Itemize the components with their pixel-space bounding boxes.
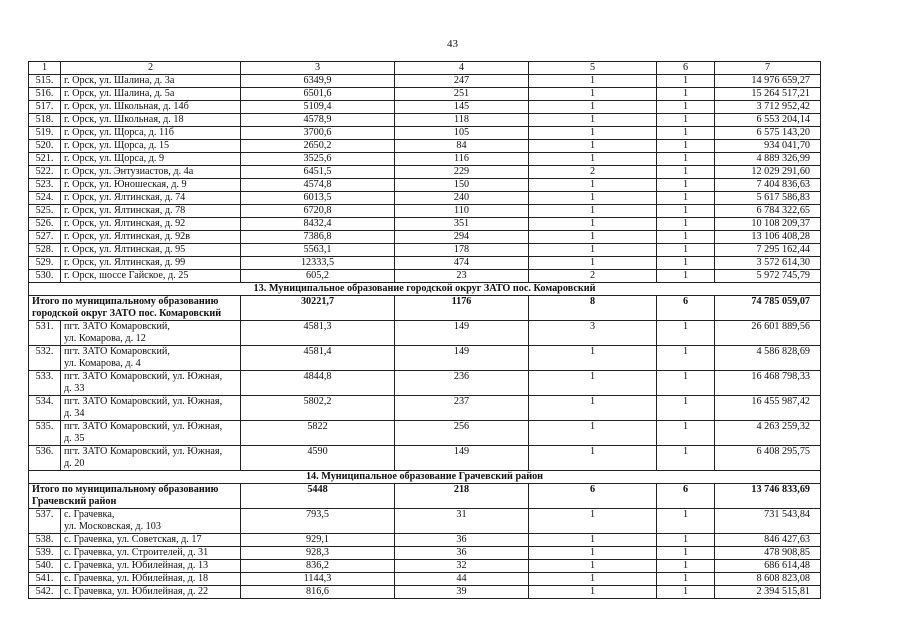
address-cell-line: г. Орск, ул. Школьная, д. 14б	[64, 101, 189, 112]
row-number: 531.	[29, 321, 61, 346]
amount-cell: 8 608 823,08	[715, 573, 821, 586]
count-cell: 1	[657, 205, 715, 218]
table-row	[29, 509, 821, 534]
address-cell-line: с. Грачевка,	[64, 509, 115, 520]
count-cell: 1	[657, 560, 715, 573]
table-row	[29, 560, 821, 573]
address-cell	[61, 509, 241, 534]
address-cell-line: г. Орск, ул. Щорса, д. 15	[64, 140, 170, 151]
total-amount: 74 785 059,07	[715, 296, 821, 321]
total-label-line: Итого по муниципальному образованию	[32, 484, 219, 495]
residents-cell: 178	[395, 244, 529, 257]
count-cell: 1	[529, 257, 657, 270]
count-cell: 1	[657, 509, 715, 534]
row-number: 526.	[29, 218, 61, 231]
count-cell: 1	[657, 371, 715, 396]
amount-cell: 6 408 295,75	[715, 446, 821, 471]
area-cell: 7386,8	[241, 231, 395, 244]
address-cell-line: г. Орск, ул. Ялтинская, д. 95	[64, 244, 186, 255]
address-cell	[61, 88, 241, 101]
row-number: 533.	[29, 371, 61, 396]
section-title: 13. Муниципальное образование городской округ ЗАТО пос. Комаровский	[29, 283, 821, 296]
address-cell-line: г. Орск, ул. Шалина, д. 3а	[64, 75, 175, 86]
table-row	[29, 244, 821, 257]
housing-table	[28, 61, 821, 599]
row-number: 524.	[29, 192, 61, 205]
address-cell-line: г. Орск, ул. Юношеская, д. 9	[64, 179, 187, 190]
residents-cell: 247	[395, 75, 529, 88]
area-cell: 605,2	[241, 270, 395, 283]
address-cell	[61, 75, 241, 88]
total-label-line: Грачевский район	[32, 496, 117, 507]
table-row	[29, 270, 821, 283]
area-cell: 5802,2	[241, 396, 395, 421]
amount-cell: 4 263 259,32	[715, 421, 821, 446]
address-cell	[61, 321, 241, 346]
table-row	[29, 396, 821, 421]
amount-cell: 3 572 614,30	[715, 257, 821, 270]
count-cell: 1	[657, 114, 715, 127]
count-cell: 3	[529, 321, 657, 346]
table-row	[29, 127, 821, 140]
address-cell	[61, 114, 241, 127]
amount-cell: 15 264 517,21	[715, 88, 821, 101]
total-residents: 218	[395, 484, 529, 509]
residents-cell: 237	[395, 396, 529, 421]
area-cell: 6349,9	[241, 75, 395, 88]
area-cell: 4574,8	[241, 179, 395, 192]
address-cell-line: с. Грачевка, ул. Строителей, д. 31	[64, 547, 209, 558]
table-row	[29, 421, 821, 446]
area-cell: 1144,3	[241, 573, 395, 586]
residents-cell: 36	[395, 547, 529, 560]
count-cell: 1	[529, 509, 657, 534]
header-cell: 3	[241, 62, 395, 75]
total-label-line: Итого по муниципальному образованию	[32, 296, 219, 307]
area-cell: 4578,9	[241, 114, 395, 127]
area-cell: 2650,2	[241, 140, 395, 153]
amount-cell: 3 712 952,42	[715, 101, 821, 114]
residents-cell: 149	[395, 321, 529, 346]
residents-cell: 145	[395, 101, 529, 114]
table-row	[29, 192, 821, 205]
address-cell	[61, 270, 241, 283]
count-cell: 1	[529, 179, 657, 192]
count-cell: 1	[657, 88, 715, 101]
count-cell: 1	[657, 140, 715, 153]
count-cell: 1	[657, 75, 715, 88]
area-cell: 4844,8	[241, 371, 395, 396]
address-cell	[61, 586, 241, 599]
amount-cell: 934 041,70	[715, 140, 821, 153]
address-cell	[61, 573, 241, 586]
total-label	[29, 484, 241, 509]
address-cell	[61, 396, 241, 421]
amount-cell: 846 427,63	[715, 534, 821, 547]
count-cell: 1	[657, 244, 715, 257]
address-cell-line: д. 33	[64, 383, 85, 394]
area-cell: 4581,3	[241, 321, 395, 346]
table-row	[29, 140, 821, 153]
residents-cell: 39	[395, 586, 529, 599]
count-cell: 1	[657, 396, 715, 421]
row-number: 535.	[29, 421, 61, 446]
row-number: 539.	[29, 547, 61, 560]
area-cell: 793,5	[241, 509, 395, 534]
count-cell: 1	[529, 371, 657, 396]
address-cell	[61, 192, 241, 205]
area-cell: 836,2	[241, 560, 395, 573]
amount-cell: 16 455 987,42	[715, 396, 821, 421]
table-row	[29, 371, 821, 396]
row-number: 517.	[29, 101, 61, 114]
address-cell-line: г. Орск, ул. Шалина, д. 5а	[64, 88, 175, 99]
row-number: 515.	[29, 75, 61, 88]
table-row	[29, 153, 821, 166]
address-cell	[61, 218, 241, 231]
address-cell	[61, 421, 241, 446]
address-cell-line: г. Орск, ул. Ялтинская, д. 74	[64, 192, 186, 203]
count-cell: 1	[529, 396, 657, 421]
row-number: 529.	[29, 257, 61, 270]
residents-cell: 474	[395, 257, 529, 270]
row-number: 534.	[29, 396, 61, 421]
address-cell-line: д. 34	[64, 408, 85, 419]
row-number: 540.	[29, 560, 61, 573]
address-cell	[61, 127, 241, 140]
residents-cell: 31	[395, 509, 529, 534]
amount-cell: 26 601 889,56	[715, 321, 821, 346]
amount-cell: 4 586 828,69	[715, 346, 821, 371]
table-row	[29, 321, 821, 346]
residents-cell: 256	[395, 421, 529, 446]
address-cell	[61, 166, 241, 179]
residents-cell: 150	[395, 179, 529, 192]
total-count: 6	[529, 484, 657, 509]
amount-cell: 12 029 291,60	[715, 166, 821, 179]
area-cell: 5109,4	[241, 101, 395, 114]
section-title: 14. Муниципальное образование Грачевский район	[29, 471, 821, 484]
count-cell: 1	[529, 75, 657, 88]
residents-cell: 118	[395, 114, 529, 127]
address-cell-line: с. Грачевка, ул. Юбилейная, д. 22	[64, 586, 209, 597]
count-cell: 1	[529, 218, 657, 231]
address-cell	[61, 257, 241, 270]
table-row	[29, 573, 821, 586]
area-cell: 8432,4	[241, 218, 395, 231]
header-row	[29, 62, 821, 75]
area-cell: 4590	[241, 446, 395, 471]
area-cell: 12333,5	[241, 257, 395, 270]
header-cell: 6	[657, 62, 715, 75]
address-cell-line: пгт. ЗАТО Комаровский, ул. Южная,	[64, 446, 223, 457]
address-cell	[61, 560, 241, 573]
area-cell: 5822	[241, 421, 395, 446]
table-row	[29, 231, 821, 244]
count-cell: 1	[657, 586, 715, 599]
residents-cell: 84	[395, 140, 529, 153]
address-cell-line: с. Грачевка, ул. Советская, д. 17	[64, 534, 202, 545]
row-number: 522.	[29, 166, 61, 179]
amount-cell: 5 972 745,79	[715, 270, 821, 283]
address-cell-line: д. 20	[64, 458, 85, 469]
area-cell: 4581,4	[241, 346, 395, 371]
total-row	[29, 484, 821, 509]
count-cell: 1	[657, 547, 715, 560]
address-cell-line: пгт. ЗАТО Комаровский, ул. Южная,	[64, 371, 223, 382]
residents-cell: 32	[395, 560, 529, 573]
area-cell: 816,6	[241, 586, 395, 599]
row-number: 530.	[29, 270, 61, 283]
total-area: 30221,7	[241, 296, 395, 321]
count-cell: 1	[657, 573, 715, 586]
section-title-row	[29, 471, 821, 484]
count-cell: 1	[657, 218, 715, 231]
count-cell: 1	[657, 166, 715, 179]
address-cell	[61, 534, 241, 547]
area-cell: 3700,6	[241, 127, 395, 140]
address-cell-line: пгт. ЗАТО Комаровский,	[64, 321, 170, 332]
header-cell: 4	[395, 62, 529, 75]
amount-cell: 14 976 659,27	[715, 75, 821, 88]
count-cell: 1	[657, 192, 715, 205]
address-cell-line: г. Орск, ул. Ялтинская, д. 92	[64, 218, 186, 229]
area-cell: 3525,6	[241, 153, 395, 166]
address-cell	[61, 205, 241, 218]
address-cell-line: ул. Московская, д. 103	[64, 521, 161, 532]
residents-cell: 240	[395, 192, 529, 205]
count-cell: 1	[529, 192, 657, 205]
row-number: 523.	[29, 179, 61, 192]
amount-cell: 6 553 204,14	[715, 114, 821, 127]
amount-cell: 6 575 143,20	[715, 127, 821, 140]
row-number: 518.	[29, 114, 61, 127]
row-number: 525.	[29, 205, 61, 218]
count-cell: 1	[529, 231, 657, 244]
row-number: 516.	[29, 88, 61, 101]
count-cell: 1	[529, 560, 657, 573]
residents-cell: 251	[395, 88, 529, 101]
address-cell	[61, 101, 241, 114]
header-cell: 2	[61, 62, 241, 75]
residents-cell: 294	[395, 231, 529, 244]
table-row	[29, 205, 821, 218]
address-cell-line: ул. Комарова, д. 4	[64, 358, 141, 369]
address-cell	[61, 140, 241, 153]
area-cell: 6720,8	[241, 205, 395, 218]
count-cell: 1	[657, 127, 715, 140]
header-cell: 5	[529, 62, 657, 75]
table-body	[29, 62, 821, 599]
amount-cell: 4 889 326,99	[715, 153, 821, 166]
row-number: 542.	[29, 586, 61, 599]
address-cell-line: пгт. ЗАТО Комаровский,	[64, 346, 170, 357]
total-amount: 13 746 833,69	[715, 484, 821, 509]
total-label-line: городской округ ЗАТО пос. Комаровский	[32, 308, 222, 319]
table-row	[29, 166, 821, 179]
amount-cell: 6 784 322,65	[715, 205, 821, 218]
address-cell	[61, 244, 241, 257]
count-cell: 2	[529, 270, 657, 283]
count-cell: 1	[657, 257, 715, 270]
address-cell	[61, 446, 241, 471]
address-cell-line: г. Орск, ул. Школьная, д. 18	[64, 114, 184, 125]
address-cell-line: г. Орск, шоссе Гайское, д. 25	[64, 270, 189, 281]
count-cell: 1	[529, 114, 657, 127]
amount-cell: 478 908,85	[715, 547, 821, 560]
count-cell: 1	[529, 244, 657, 257]
amount-cell: 13 106 408,28	[715, 231, 821, 244]
count-cell: 1	[529, 88, 657, 101]
table-row	[29, 257, 821, 270]
area-cell: 6501,6	[241, 88, 395, 101]
area-cell: 928,3	[241, 547, 395, 560]
table-row	[29, 75, 821, 88]
residents-cell: 149	[395, 446, 529, 471]
row-number: 538.	[29, 534, 61, 547]
table-row	[29, 114, 821, 127]
address-cell-line: г. Орск, ул. Ялтинская, д. 92в	[64, 231, 191, 242]
count-cell: 1	[529, 547, 657, 560]
amount-cell: 10 108 209,37	[715, 218, 821, 231]
row-number: 527.	[29, 231, 61, 244]
count-cell: 1	[657, 179, 715, 192]
area-cell: 6451,5	[241, 166, 395, 179]
table-row	[29, 88, 821, 101]
header-cell: 1	[29, 62, 61, 75]
table-row	[29, 446, 821, 471]
address-cell-line: д. 35	[64, 433, 85, 444]
area-cell: 5563,1	[241, 244, 395, 257]
address-cell	[61, 231, 241, 244]
residents-cell: 229	[395, 166, 529, 179]
address-cell	[61, 346, 241, 371]
row-number: 536.	[29, 446, 61, 471]
area-cell: 6013,5	[241, 192, 395, 205]
residents-cell: 236	[395, 371, 529, 396]
area-cell: 929,1	[241, 534, 395, 547]
address-cell-line: г. Орск, ул. Ялтинская, д. 99	[64, 257, 186, 268]
count-cell: 1	[657, 321, 715, 346]
amount-cell: 16 468 798,33	[715, 371, 821, 396]
residents-cell: 116	[395, 153, 529, 166]
count-cell: 2	[529, 166, 657, 179]
residents-cell: 44	[395, 573, 529, 586]
row-number: 541.	[29, 573, 61, 586]
address-cell-line: с. Грачевка, ул. Юбилейная, д. 18	[64, 573, 209, 584]
count-cell: 1	[657, 101, 715, 114]
row-number: 520.	[29, 140, 61, 153]
count-cell: 1	[529, 421, 657, 446]
residents-cell: 105	[395, 127, 529, 140]
address-cell-line: пгт. ЗАТО Комаровский, ул. Южная,	[64, 421, 223, 432]
address-cell-line: г. Орск, ул. Энтузиастов, д. 4а	[64, 166, 194, 177]
total-count: 6	[657, 296, 715, 321]
count-cell: 1	[529, 586, 657, 599]
address-cell-line: пгт. ЗАТО Комаровский, ул. Южная,	[64, 396, 223, 407]
amount-cell: 7 295 162,44	[715, 244, 821, 257]
count-cell: 1	[529, 446, 657, 471]
total-count: 8	[529, 296, 657, 321]
count-cell: 1	[657, 346, 715, 371]
count-cell: 1	[657, 270, 715, 283]
row-number: 519.	[29, 127, 61, 140]
total-count: 6	[657, 484, 715, 509]
total-residents: 1176	[395, 296, 529, 321]
total-label	[29, 296, 241, 321]
count-cell: 1	[657, 231, 715, 244]
table-row	[29, 179, 821, 192]
count-cell: 1	[657, 421, 715, 446]
count-cell: 1	[529, 127, 657, 140]
row-number: 537.	[29, 509, 61, 534]
row-number: 532.	[29, 346, 61, 371]
count-cell: 1	[529, 534, 657, 547]
residents-cell: 149	[395, 346, 529, 371]
address-cell	[61, 371, 241, 396]
address-cell-line: ул. Комарова, д. 12	[64, 333, 146, 344]
count-cell: 1	[529, 153, 657, 166]
amount-cell: 2 394 515,81	[715, 586, 821, 599]
address-cell-line: с. Грачевка, ул. Юбилейная, д. 13	[64, 560, 209, 571]
address-cell	[61, 179, 241, 192]
address-cell-line: г. Орск, ул. Щорса, д. 9	[64, 153, 165, 164]
residents-cell: 23	[395, 270, 529, 283]
total-area: 5448	[241, 484, 395, 509]
address-cell	[61, 547, 241, 560]
table-row	[29, 218, 821, 231]
count-cell: 1	[529, 346, 657, 371]
row-number: 528.	[29, 244, 61, 257]
count-cell: 1	[529, 205, 657, 218]
address-cell-line: г. Орск, ул. Щорса, д. 11б	[64, 127, 174, 138]
table-row	[29, 586, 821, 599]
header-cell: 7	[715, 62, 821, 75]
row-number: 521.	[29, 153, 61, 166]
address-cell	[61, 153, 241, 166]
total-row	[29, 296, 821, 321]
residents-cell: 110	[395, 205, 529, 218]
residents-cell: 36	[395, 534, 529, 547]
page-number: 43	[447, 38, 458, 50]
count-cell: 1	[529, 573, 657, 586]
address-cell-line: г. Орск, ул. Ялтинская, д. 78	[64, 205, 186, 216]
count-cell: 1	[657, 446, 715, 471]
amount-cell: 5 617 586,83	[715, 192, 821, 205]
amount-cell: 731 543,84	[715, 509, 821, 534]
section-title-row	[29, 283, 821, 296]
table-row	[29, 547, 821, 560]
count-cell: 1	[657, 153, 715, 166]
amount-cell: 686 614,48	[715, 560, 821, 573]
table-row	[29, 534, 821, 547]
amount-cell: 7 404 836,63	[715, 179, 821, 192]
count-cell: 1	[529, 101, 657, 114]
table-row	[29, 346, 821, 371]
count-cell: 1	[529, 140, 657, 153]
residents-cell: 351	[395, 218, 529, 231]
table-row	[29, 101, 821, 114]
count-cell: 1	[657, 534, 715, 547]
